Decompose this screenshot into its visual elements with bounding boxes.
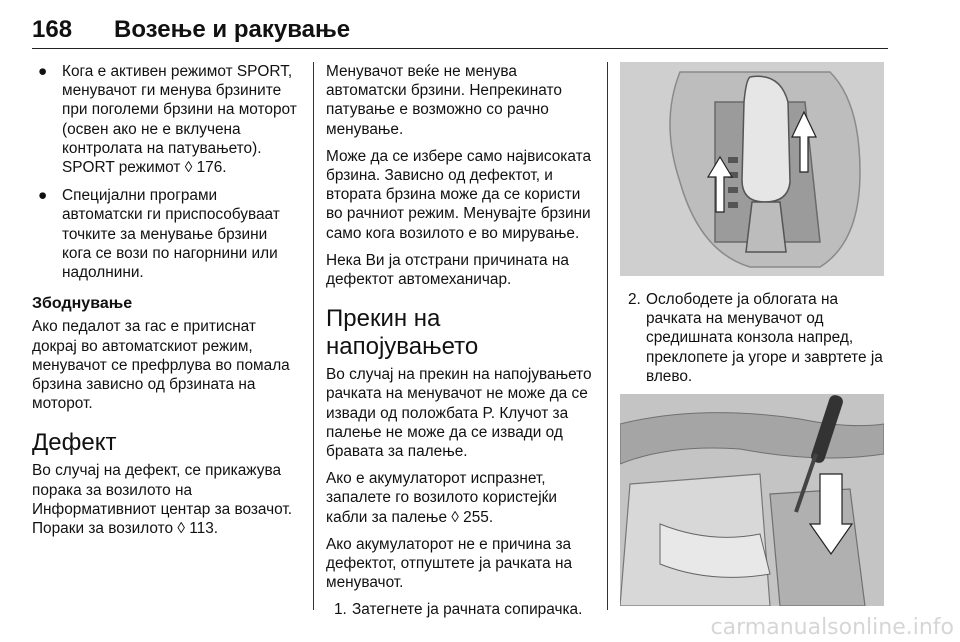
step-item xyxy=(620,290,888,386)
page-header xyxy=(32,14,888,49)
screwdriver-illustration xyxy=(620,394,884,606)
step-number: 1. xyxy=(334,601,347,619)
paragraph: Ако акумулаторот не е причина за дефектот, отпуштете ја рачката на менувачот. xyxy=(326,535,573,592)
column-divider xyxy=(313,62,314,610)
page-number: 168 xyxy=(32,16,73,43)
step-item xyxy=(326,600,596,619)
paragraph: Може да се избере само највисоката брзина. Зависно од дефектот, и втората брзина може да се користи во рачниот режим. Менувајте брзини само кога возилото е во мирување. xyxy=(326,147,592,242)
screwdriver-drawing xyxy=(620,394,884,606)
fault-heading: Дефект xyxy=(32,429,117,457)
step-number: 2. xyxy=(628,291,641,308)
bullet-list xyxy=(32,62,300,282)
bullet-text: Специјални програми автоматски ги приспособуваат точките за менување брзини кога се вози по нагорнини или надолнини. xyxy=(62,187,280,282)
column-middle xyxy=(326,62,596,628)
column-right xyxy=(620,62,888,606)
paragraph: Менувачот веќе не менува автоматски брзини. Непрекинато патување е возможно со рачно менување. xyxy=(326,63,562,138)
column-left xyxy=(32,62,300,546)
gear-lever-drawing xyxy=(620,62,884,276)
paragraph: Нека Ви ја отстрани причината на дефектот автомеханичар. xyxy=(326,251,569,289)
step-text: Ослободете ја облогата на рачката на менувачот од средишната конзола напред, преклопете ја угоре и завртете ја влево. xyxy=(646,291,883,385)
column-divider xyxy=(607,62,608,610)
bullet-icon: ● xyxy=(38,63,48,80)
paragraph: Во случај на прекин на напојувањето рачката на менувачот не може да се извади од положбата P. Клучот за палење не може да се извади од бравата за палење. xyxy=(326,366,592,461)
list-item xyxy=(32,62,300,177)
chapter-title: Возење и ракување xyxy=(114,16,351,43)
list-item xyxy=(32,186,300,282)
gear-lever-illustration xyxy=(620,62,884,276)
kickdown-text: Ако педалот за гас е притиснат докрај во автоматскиот режим, менувачот се префрлува во помала брзина зависно од брзината на моторот. xyxy=(32,318,290,413)
paragraph: Ако е акумулаторот испразнет, запалете го возилото користејќи кабли за палење ◊ 255. xyxy=(326,470,557,526)
watermark: carmanualsonline.info xyxy=(710,615,954,640)
bullet-icon: ● xyxy=(38,187,48,205)
interrupt-heading: Прекин на напојувањето xyxy=(326,305,479,361)
kickdown-heading: Збоднување xyxy=(32,295,133,313)
fault-text: Во случај на дефект, се прикажува порака за возилото на Информативниот центар за возачот. Пораки за возилото ◊ 113. xyxy=(32,462,293,538)
step-text: Затегнете ја рачната сопирачка. xyxy=(352,601,583,619)
bullet-text: Кога е активен режимот SPORT, менувачот ги менува брзините при поголеми брзини на моторот (освен ако не е вклучена контролата на патувањето). SPORT режимот ◊ 176. xyxy=(62,63,297,177)
